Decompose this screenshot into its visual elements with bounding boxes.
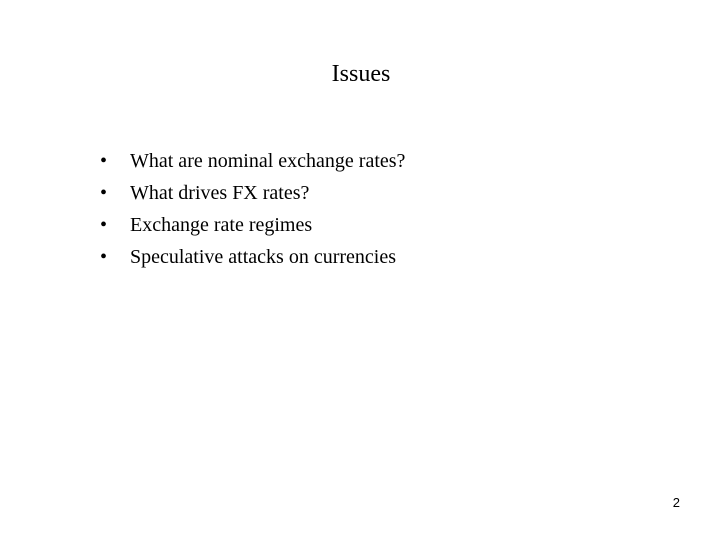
bullet-text: Exchange rate regimes [130,214,313,236]
list-item [100,209,405,241]
list-item [100,241,405,273]
list-item [100,145,405,177]
bullet-list [100,145,405,273]
bullet-text: What are nominal exchange rates? [130,150,406,172]
bullet-text: What drives FX rates? [130,182,310,204]
page-number: 2 [672,495,680,510]
bullet-icon: • [100,150,108,172]
slide-title-text: Issues [331,61,391,87]
slide-title [0,58,720,90]
list-item [100,177,405,209]
bullet-text: Speculative attacks on currencies [130,246,396,268]
bullet-icon: • [100,246,108,268]
bullet-icon: • [100,214,108,236]
bullet-icon: • [100,182,108,204]
